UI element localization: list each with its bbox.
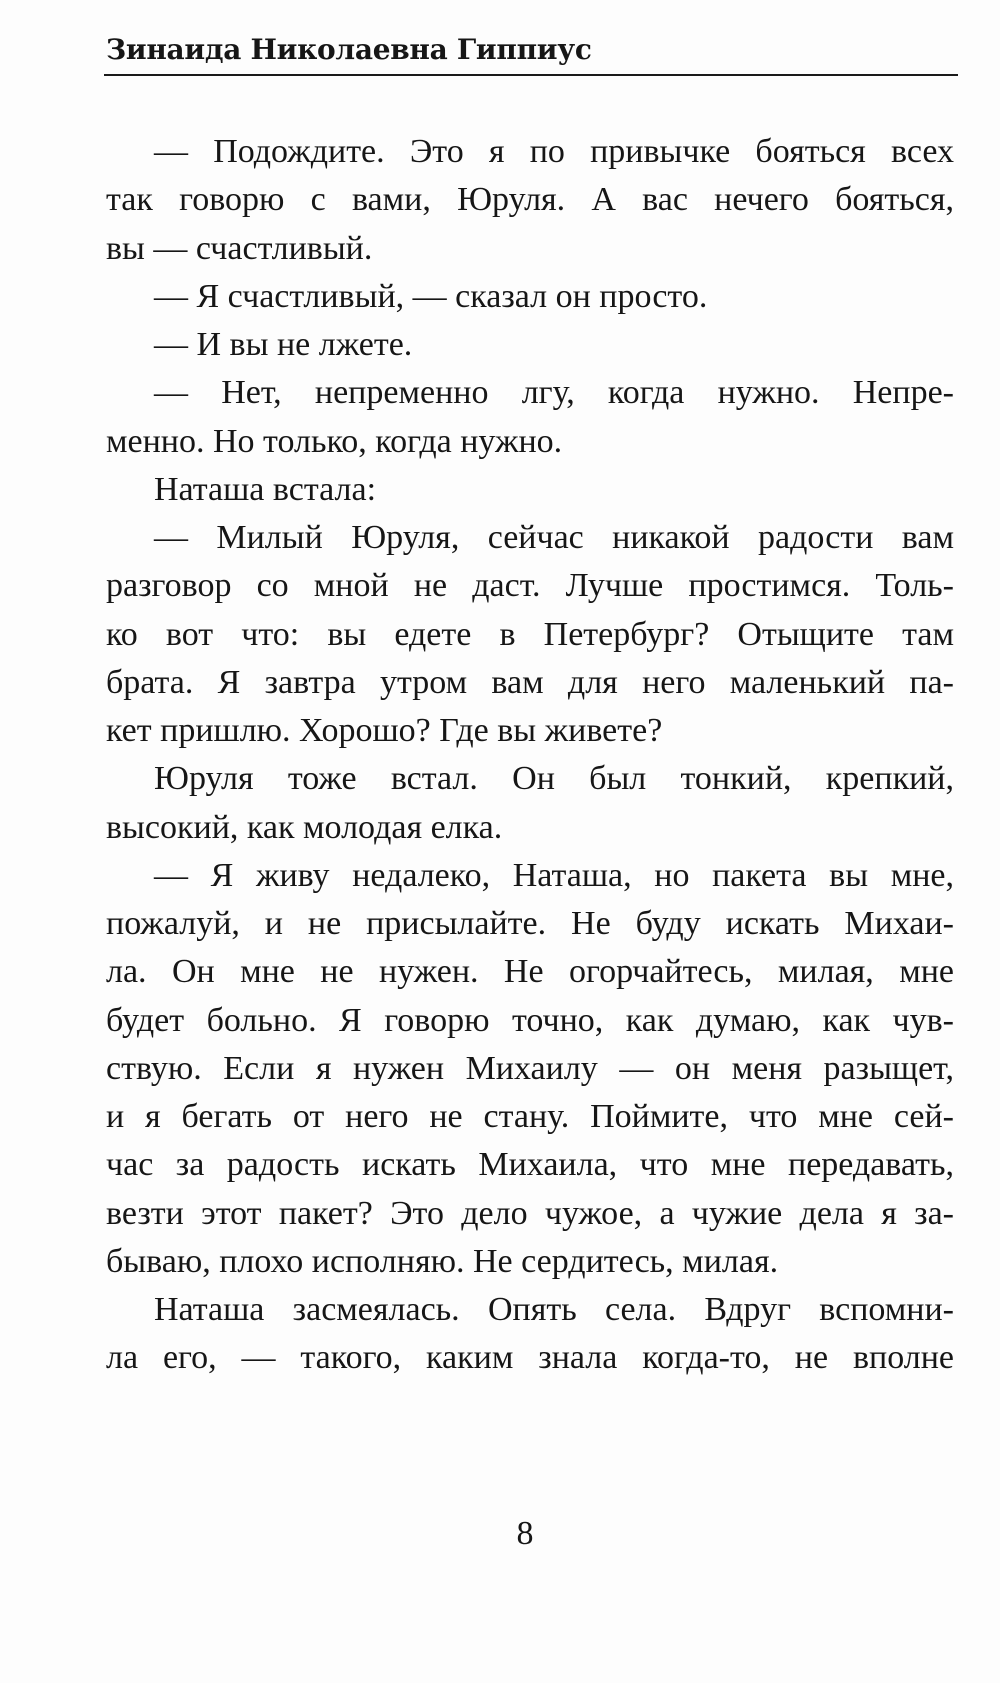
text-line: менно. Но только, когда нужно. <box>106 422 563 460</box>
text-line: — Милый Юруля, сейчас никакой радости вам <box>154 519 954 556</box>
text-line: высокий, как молодая елка. <box>106 808 503 846</box>
text-line: и я бегать от него не стану. Поймите, что мне сей- <box>106 1098 954 1135</box>
running-head-author: Зинаида Николаевна Гиппиус <box>106 33 592 66</box>
text-line: вы — счастливый. <box>106 229 373 267</box>
text-line: бываю, плохо исполняю. Не сердитесь, милая. <box>106 1242 779 1280</box>
text-line: — Подождите. Это я по привычке бояться всех <box>154 133 954 170</box>
page-number: 8 <box>516 1515 534 1552</box>
text-line: — Я счастливый, — сказал он просто. <box>154 277 708 315</box>
text-line: кет пришлю. Хорошо? Где вы живете? <box>106 712 663 749</box>
text-line: пожалуй, и не присылайте. Не буду искать Михаи- <box>106 905 954 942</box>
text-line: ла его, — такого, каким знала когда-то, не вполне <box>106 1339 954 1377</box>
text-line: ко вот что: вы едете в Петербург? Отыщите там <box>106 615 954 653</box>
text-line: брата. Я завтра утром вам для него маленький па- <box>106 663 954 701</box>
text-line: Наташа засмеялась. Опять села. Вдруг вспомни- <box>154 1291 954 1328</box>
text-line: Наташа встала: <box>154 470 377 508</box>
text-line: ствую. Если я нужен Михаилу — он меня разыщет, <box>106 1049 954 1087</box>
text-line: — Я живу недалеко, Наташа, но пакета вы мне, <box>154 856 954 894</box>
text-line: — И вы не лжете. <box>154 326 413 363</box>
text-line: Юруля тоже встал. Он был тонкий, крепкий, <box>154 760 954 798</box>
text-line: будет больно. Я говорю точно, как думаю, как чув- <box>106 1001 954 1039</box>
text-line: разговор со мной не даст. Лучше простимся. Толь- <box>106 567 954 605</box>
text-line: так говорю с вами, Юруля. А вас нечего бояться, <box>106 181 954 219</box>
text-line: час за радость искать Михаила, что мне передавать, <box>106 1146 954 1184</box>
text-line: везти этот пакет? Это дело чужое, а чужие дела я за- <box>106 1194 954 1232</box>
body-text <box>106 128 954 1383</box>
text-line: ла. Он мне не нужен. Не огорчайтесь, милая, мне <box>106 953 954 991</box>
header-rule <box>104 74 958 76</box>
text-line: — Нет, непременно лгу, когда нужно. Непре- <box>154 374 954 412</box>
